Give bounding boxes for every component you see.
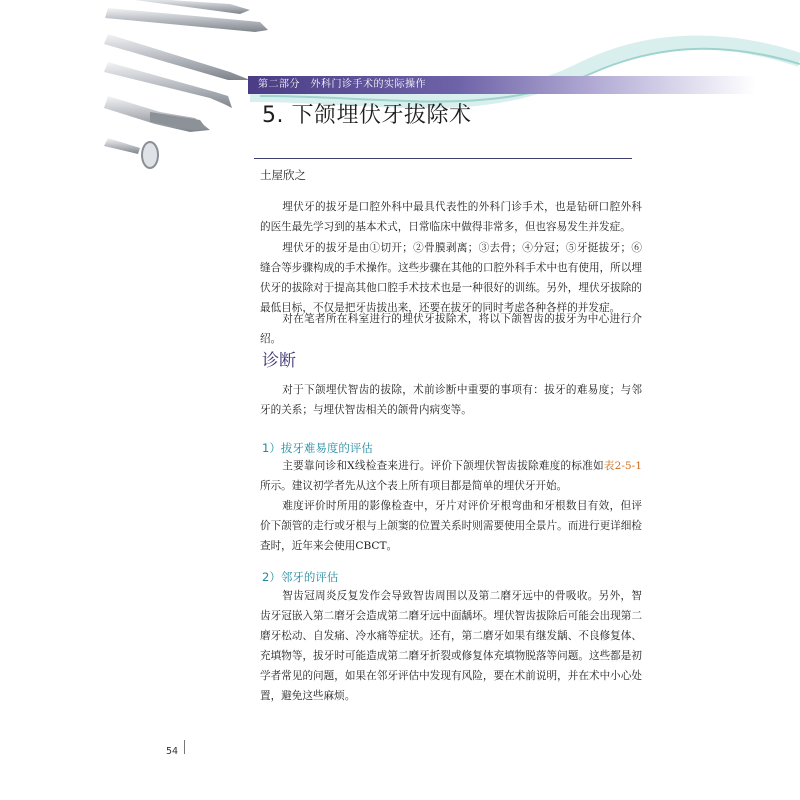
intro-paragraph-3: 对在笔者所在科室进行的埋伏牙拔除术，将以下颌智齿的拔牙为中心进行介绍。 xyxy=(260,313,642,345)
intro-paragraph-1: 埋伏牙的拔牙是口腔外科中最具代表性的外科门诊手术，也是钻研口腔外科的医生最先学习到的基本术式，日常临床中做得非常多，但也容易发生并发症。 xyxy=(260,201,642,233)
difficulty-paragraph-1 xyxy=(260,456,642,496)
author-name: 土屋欣之 xyxy=(260,168,306,182)
intro-paragraph-2: 埋伏牙的拔牙是由①切开；②骨膜剥离；③去骨；④分冠；⑤牙挺拔牙；⑥缝合等步骤构成的手术操作。这些步骤在其他的口腔外科手术中也有使用，所以埋伏牙的拔除对于提高其他口腔手术技术也是一种很好的训练。另外，埋伏牙拔除的最低目标，不仅是把牙齿拔出来，还要在拔牙的同时考虑各种各样的并发症。 xyxy=(260,242,642,314)
mirror-icon xyxy=(104,138,158,168)
difficulty-paragraph-2: 难度评价时所用的影像检查中，牙片对评价牙根弯曲和牙根数目有效，但评价下颌管的走行或牙根与上颌窦的位置关系时则需要使用全景片。而进行更详细检查时，近年来会使用CBCT。 xyxy=(260,500,642,552)
scalpel-icon xyxy=(104,96,210,132)
title-divider xyxy=(254,158,632,159)
page-number-divider xyxy=(184,740,185,754)
diagnosis-paragraph: 对于下颌埋伏智齿的拔除，术前诊断中重要的事项有：拔牙的难易度；与邻牙的关系；与埋伏智齿相关的颌骨内病变等。 xyxy=(260,384,642,416)
table-reference-link[interactable]: 表2-5-1 xyxy=(603,460,642,472)
adjacent-tooth-paragraph: 智齿冠周炎反复发作会导致智齿周围以及第二磨牙远中的骨吸收。另外，智齿牙冠嵌入第二磨牙会造成第二磨牙远中面龋坏。埋伏智齿拔除后可能会出现第二磨牙松动、自发痛、冷水痛等症状。还有，第二磨牙如果有继发龋、不良修复体、充填物等，拔牙时可能造成第二磨牙折裂或修复体充填物脱落等问题。这些都是初学者常见的问题，如果在邻牙评估中发现有风险，要在术前说明，并在术中小心处置，避免这些麻烦。 xyxy=(260,590,642,702)
diagnosis-heading: 诊断 xyxy=(262,351,296,371)
chapter-title: 5. 下颌埋伏牙拔除术 xyxy=(262,103,472,128)
difficulty-text-before: 主要靠问诊和X线检查来进行。评价下颌埋伏智齿拔除难度的标准如 xyxy=(282,460,604,472)
section-label: 第二部分 外科门诊手术的实际操作 xyxy=(258,79,426,90)
difficulty-heading: 1）拔牙难易度的评估 xyxy=(262,441,373,455)
difficulty-text-after: 所示。建议初学者先从这个表上所有项目都是简单的埋伏牙开始。 xyxy=(260,480,568,492)
page-number: 54 xyxy=(166,746,179,757)
adjacent-tooth-heading: 2）邻牙的评估 xyxy=(262,570,339,584)
